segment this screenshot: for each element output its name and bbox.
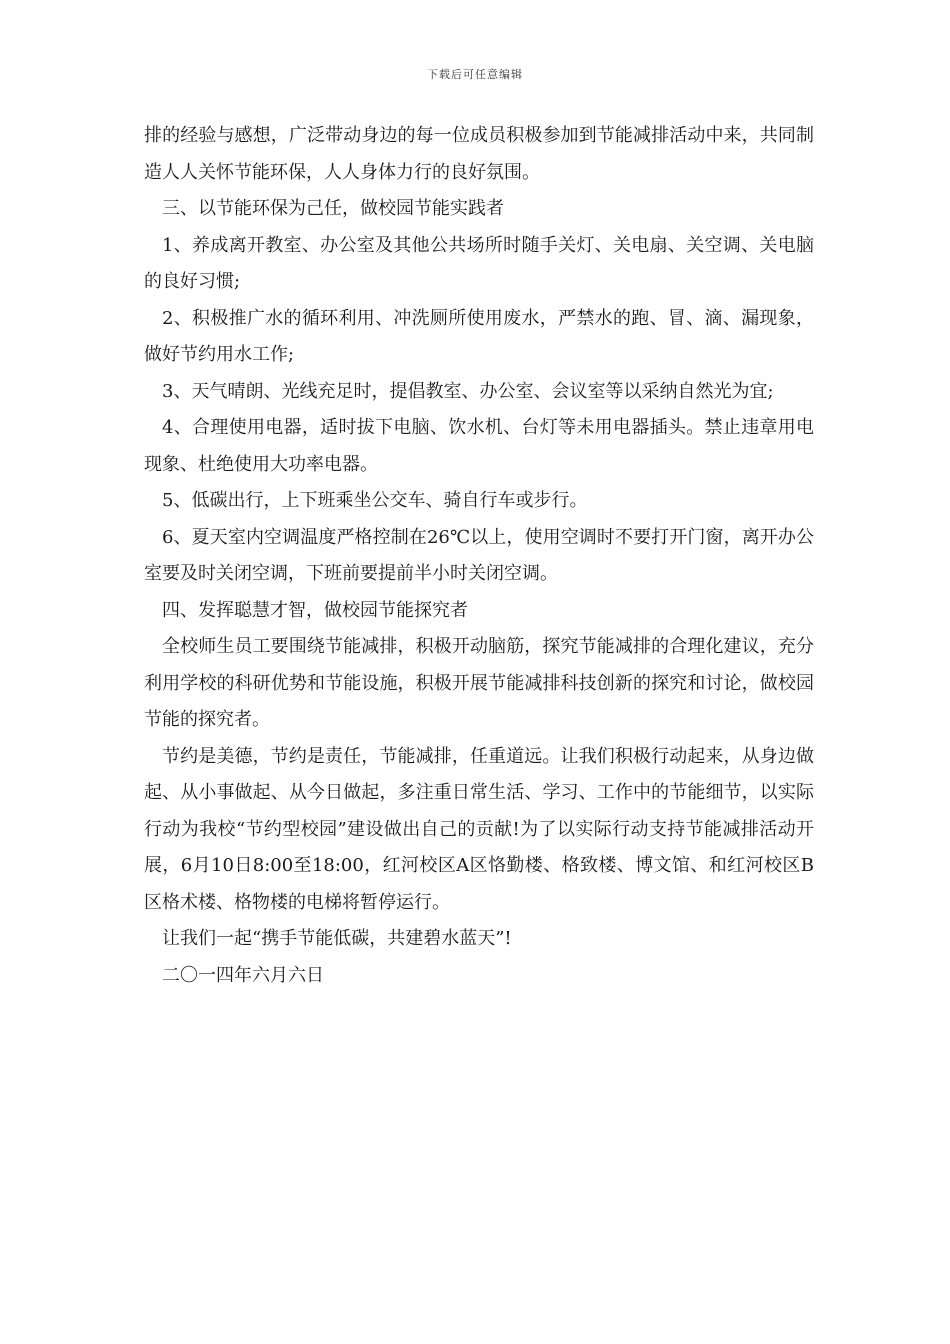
body-paragraph-conclusion: 节约是美德，节约是责任，节能减排，任重道远。让我们积极行动起来，从身边做起、从小事做起、从今日做起，多注重日常生活、学习、工作中的节能细节，以实际行动为我校“节约型校园”建设做出自己的贡献!为了以实际行动支持节能减排活动开展，6月10日8:00至18:00，红河校区A区恪勤楼、格致楼、博文馆、和红河校区B区格术楼、格物楼的电梯将暂停运行。 [144, 745, 814, 913]
document-date: 二〇一四年六月六日 [162, 964, 324, 986]
list-item-3: 3、天气晴朗、光线充足时，提倡教室、办公室、会议室等以采纳自然光为宜; [162, 380, 774, 402]
section-heading-3: 三、以节能环保为己任，做校园节能实践者 [162, 198, 504, 219]
paragraph-continuation: 排的经验与感想，广泛带动身边的每一位成员积极参加到节能减排活动中来，共同制造人人关怀节能环保，人人身体力行的良好氛围。 [144, 125, 814, 183]
list-item-2: 2、积极推广水的循环利用、冲洗厕所使用废水，严禁水的跑、冒、滴、漏现象，做好节约用水工作; [144, 307, 814, 365]
list-item-4: 4、合理使用电器，适时拔下电脑、饮水机、台灯等未用电器插头。禁止违章用电现象、杜绝使用大功率电器。 [144, 417, 814, 475]
list-item-1: 1、养成离开教室、办公室及其他公共场所时随手关灯、关电扇、关空调、关电脑的良好习惯; [144, 234, 814, 292]
section-heading-4: 四、发挥聪慧才智，做校园节能探究者 [162, 599, 468, 621]
body-paragraph-research: 全校师生员工要围绕节能减排，积极开动脑筋，探究节能减排的合理化建议，充分利用学校的科研优势和节能设施，积极开展节能减排科技创新的探究和讨论，做校园节能的探究者。 [144, 636, 814, 730]
closing-slogan: 让我们一起“携手节能低碳，共建碧水蓝天”! [162, 928, 512, 949]
document-body [144, 118, 814, 994]
list-item-5: 5、低碳出行，上下班乘坐公交车、骑自行车或步行。 [162, 490, 588, 511]
page-header: 下载后可任意编辑 [427, 68, 523, 81]
list-item-6: 6、夏天室内空调温度严格控制在26℃以上，使用空调时不要打开门窗，离开办公室要及时关闭空调，下班前要提前半小时关闭空调。 [144, 526, 814, 584]
